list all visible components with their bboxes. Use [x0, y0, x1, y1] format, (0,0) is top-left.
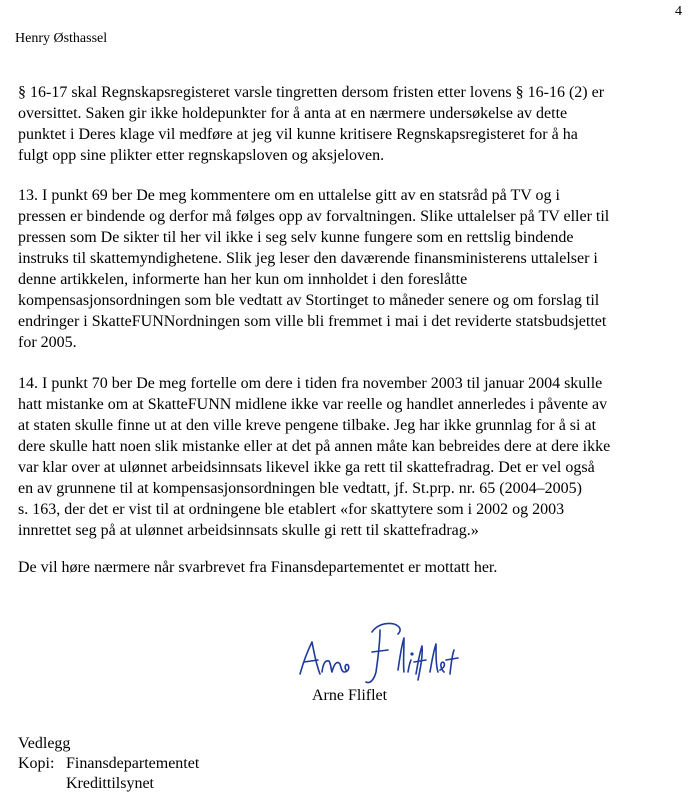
paragraph-point-13 — [18, 185, 690, 353]
text-line: en av grunnene til at kompensasjonsordningen ble vedtatt, jf. St.prp. nr. 65 (2004–2005) — [18, 480, 582, 497]
text-line: fulgt opp sine plikter etter regnskapsloven og aksjeloven. — [18, 147, 385, 164]
signature-strokes — [300, 623, 458, 682]
text-line: dere skulle hatt noen slik mistanke eller at det på annen måte kan bebreides dere at dere ikke — [18, 438, 611, 455]
copy-recipient: Kredittilsynet — [66, 775, 154, 792]
paragraph-closing — [18, 557, 690, 578]
text-line: 13. I punkt 69 ber De meg kommentere om en uttalelse gitt av en statsråd på TV og i — [18, 187, 560, 204]
copy-recipients-block — [18, 754, 199, 794]
header-recipient-name: Henry Østhassel — [15, 31, 108, 46]
copy-recipient-list — [66, 754, 199, 794]
text-line: pressen som De sikter til her vil ikke i seg selv kunne fungere som en rettslig bindende — [18, 229, 574, 246]
text-line: § 16-17 skal Regnskapsregisteret varsle tingretten dersom fristen etter lovens § 16-16 (2) er — [18, 84, 605, 101]
text-line: for 2005. — [18, 334, 77, 351]
text-line: endringer i SkatteFUNNordningen som ville bli fremmet i mai i det reviderte statsbudsjettet — [18, 313, 607, 330]
text-line: 14. I punkt 70 ber De meg fortelle om dere i tiden fra november 2003 til januar 2004 skulle — [18, 375, 603, 392]
text-line: pressen er bindende og derfor må følges opp av forvaltningen. Slike uttalelser på TV eller til — [18, 208, 610, 225]
text-line: punktet i Deres klage vil medføre at jeg vil kunne kritisere Regnskapsregisteret for å ha — [18, 126, 578, 143]
copy-recipient: Finansdepartementet — [66, 755, 200, 772]
text-line: De vil høre nærmere når svarbrevet fra Finansdepartementet er mottatt her. — [18, 559, 498, 576]
text-line: instruks til skattemyndighetene. Slik jeg leser den daværende finansministerens uttalelser i — [18, 250, 598, 267]
text-line: kompensasjonsordningen som ble vedtatt av Stortinget to måneder senere og om forslag til — [18, 292, 600, 309]
text-line: s. 163, der det er vist til at ordningene ble etablert «for skattytere som i 2002 og 2003 — [18, 501, 565, 518]
signer-name: Arne Fliflet — [312, 687, 388, 704]
text-line: denne artikkelen, informerte han her kun om innholdet i den foreslåtte — [18, 271, 468, 288]
paragraph-point-14 — [18, 373, 690, 541]
text-line: innrettet seg på at ulønnet arbeidsinnsats skulle gi rett til skattefradrag.» — [18, 522, 479, 539]
text-line: oversittet. Saken gir ikke holdepunkter for å anta at en nærmere undersøkelse av dette — [18, 105, 568, 122]
copy-label: Kopi: — [18, 755, 55, 772]
enclosure-label: Vedlegg — [18, 735, 71, 752]
page-number: 4 — [675, 4, 682, 19]
text-line: var klar over at ulønnet arbeidsinnsats likevel ikke ga rett til skattefradrag. Det er vel også — [18, 459, 595, 476]
handwritten-signature — [290, 612, 470, 692]
text-line: hatt mistanke om at SkatteFUNN midlene ikke var reelle og handlet annerledes i påvente av — [18, 396, 608, 413]
text-line: at staten skulle finne ut at den ville kreve pengene tilbake. Jeg har ikke grunnlag for å si at — [18, 417, 597, 434]
paragraph-section-16-17 — [18, 82, 690, 166]
